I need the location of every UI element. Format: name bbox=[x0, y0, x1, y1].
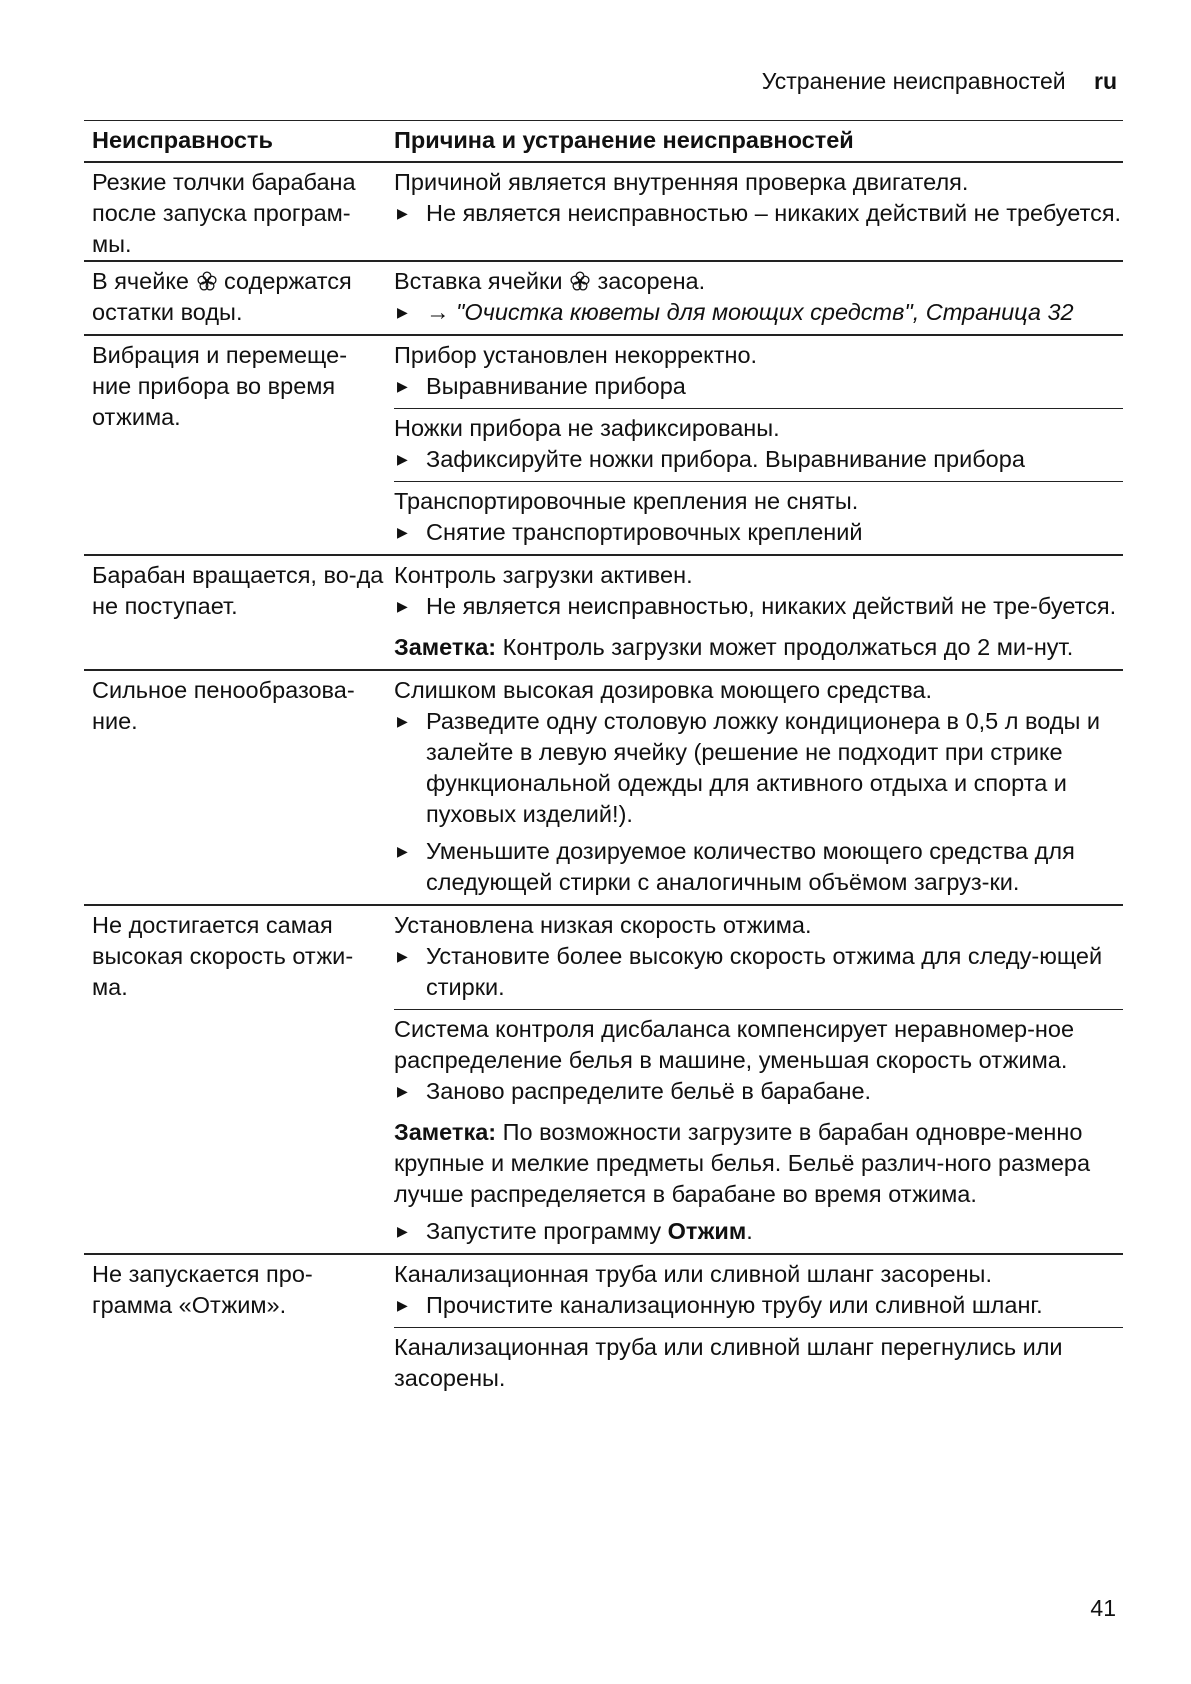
cause-block bbox=[394, 336, 1123, 408]
remedy-step bbox=[394, 1290, 1123, 1321]
bullet-triangle-icon: ▶ bbox=[397, 948, 408, 964]
page-header bbox=[762, 66, 1117, 96]
bullet-triangle-icon: ▶ bbox=[397, 451, 408, 467]
remedy-step bbox=[394, 836, 1123, 898]
remedy-text-part: Запустите программу bbox=[426, 1218, 662, 1244]
table-row bbox=[84, 336, 1123, 556]
bullet-triangle-icon: ▶ bbox=[397, 205, 408, 221]
remedy-text: Разведите одну столовую ложку кондиционера в 0,5 л воды и залейте в левую ячейку (решение не подходит при стрике функциональной одежды для активного отдыха и спорта и пуховых изделий!). bbox=[426, 708, 1101, 827]
remedy-text: Снятие транспортировочных креплений bbox=[426, 519, 863, 545]
remedy-step bbox=[394, 517, 1123, 548]
cause-cell bbox=[394, 556, 1123, 669]
remedy-text bbox=[426, 1216, 1123, 1247]
cause-text: Контроль загрузки активен. bbox=[394, 562, 693, 588]
cause-block bbox=[394, 1327, 1123, 1400]
table-row bbox=[84, 163, 1123, 262]
remedy-step bbox=[394, 1076, 1123, 1107]
note-text: По возможности загрузите в барабан одновре-менно крупные и мелкие предметы белья. Бельё различ-ного размера лучше распределяется в барабане во время отжима. bbox=[394, 1119, 1091, 1207]
remedy-text: Установите более высокую скорость отжима для следу-ющей стирки. bbox=[426, 943, 1103, 1000]
table-row bbox=[84, 671, 1123, 906]
flower-compartment-icon bbox=[196, 270, 218, 292]
bullet-triangle-icon: ▶ bbox=[397, 713, 408, 729]
cause-cell bbox=[394, 262, 1123, 334]
bullet-triangle-icon: ▶ bbox=[397, 1223, 408, 1239]
cause-cell bbox=[394, 163, 1123, 260]
remedy-text: Зафиксируйте ножки прибора. Выравнивание прибора bbox=[426, 446, 1025, 472]
column-header-cause: Причина и устранение неисправностей bbox=[394, 127, 854, 153]
cause-block bbox=[394, 163, 1123, 235]
cross-reference-link[interactable]: → "Очистка кюветы для моющих средств", Страница 32 bbox=[426, 299, 1074, 325]
program-name: Отжим bbox=[667, 1218, 747, 1244]
fault-cell: Не достигается самая высокая скорость отжи-ма. bbox=[92, 912, 354, 1000]
cause-text: Причиной является внутренняя проверка двигателя. bbox=[394, 169, 969, 195]
table-row bbox=[84, 906, 1123, 1255]
cause-text-part: Вставка ячейки bbox=[394, 268, 563, 294]
remedy-step bbox=[394, 371, 1123, 402]
remedy-text: Заново распределите бельё в барабане. bbox=[426, 1078, 872, 1104]
remedy-text: Уменьшите дозируемое количество моющего средства для следующей стирки с аналогичным объёмом загруз-ки. bbox=[426, 838, 1075, 895]
fault-cell: Резкие толчки барабана после запуска програм-мы. bbox=[92, 169, 356, 257]
remedy-text: Не является неисправностью, никаких действий не тре-буется. bbox=[426, 593, 1117, 619]
cause-block bbox=[394, 1255, 1123, 1327]
bullet-triangle-icon: ▶ bbox=[397, 524, 408, 540]
note bbox=[394, 632, 1123, 663]
remedy-step bbox=[394, 1216, 1123, 1247]
cause-block bbox=[394, 671, 1123, 904]
fault-cell: Не запускается про-грамма «Отжим». bbox=[92, 1261, 313, 1318]
language-code: ru bbox=[1094, 68, 1117, 94]
note bbox=[394, 1117, 1123, 1210]
fault-cell: Барабан вращается, во-да не поступает. bbox=[92, 562, 384, 619]
remedy-text: Не является неисправностью – никаких действий не требуется. bbox=[426, 200, 1122, 226]
fault-cell bbox=[84, 262, 394, 334]
bullet-triangle-icon: ▶ bbox=[397, 843, 408, 859]
fault-cell: Сильное пенообразова-ние. bbox=[92, 677, 355, 734]
cause-text: Ножки прибора не зафиксированы. bbox=[394, 415, 780, 441]
cause-text bbox=[394, 266, 1123, 297]
cause-text-part: засорена. bbox=[597, 268, 706, 294]
cause-cell bbox=[394, 671, 1123, 904]
flower-compartment-icon bbox=[569, 270, 591, 292]
table-header bbox=[84, 120, 1123, 163]
cause-text: Слишком высокая дозировка моющего средства. bbox=[394, 677, 933, 703]
bullet-triangle-icon: ▶ bbox=[397, 304, 408, 320]
note-text: Контроль загрузки может продолжаться до 2 ми-нут. bbox=[502, 634, 1074, 660]
page-number: 41 bbox=[1090, 1595, 1116, 1621]
table-row bbox=[84, 556, 1123, 671]
remedy-step bbox=[394, 706, 1123, 830]
cause-cell bbox=[394, 906, 1123, 1253]
cause-cell bbox=[394, 1255, 1123, 1400]
fault-text-part: содержатся остатки воды. bbox=[92, 268, 352, 325]
cause-block bbox=[394, 408, 1123, 481]
troubleshooting-table bbox=[84, 120, 1123, 1400]
cause-text: Канализационная труба или сливной шланг перегнулись или засорены. bbox=[394, 1334, 1063, 1391]
cause-text: Канализационная труба или сливной шланг засорены. bbox=[394, 1261, 992, 1287]
bullet-triangle-icon: ▶ bbox=[397, 1083, 408, 1099]
fault-text-part: В ячейке bbox=[92, 268, 189, 294]
remedy-text: Выравнивание прибора bbox=[426, 373, 686, 399]
bullet-triangle-icon: ▶ bbox=[397, 598, 408, 614]
section-title: Устранение неисправностей bbox=[761, 68, 1066, 94]
table-row bbox=[84, 262, 1123, 336]
cause-cell bbox=[394, 336, 1123, 554]
cause-block bbox=[394, 1009, 1123, 1253]
cause-text: Система контроля дисбаланса компенсирует неравномер-ное распределение белья в машине, уменьшая скорость отжима. bbox=[394, 1016, 1075, 1073]
bullet-triangle-icon: ▶ bbox=[397, 1297, 408, 1313]
remedy-step bbox=[394, 297, 1123, 328]
cause-block bbox=[394, 556, 1123, 669]
cause-text: Транспортировочные крепления не сняты. bbox=[394, 488, 859, 514]
remedy-text-part: . bbox=[746, 1218, 753, 1244]
cause-block bbox=[394, 906, 1123, 1009]
column-header-fault: Неисправность bbox=[92, 127, 273, 153]
remedy-text: Прочистите канализационную трубу или сливной шланг. bbox=[426, 1292, 1043, 1318]
cause-block bbox=[394, 481, 1123, 554]
remedy-step bbox=[394, 591, 1123, 622]
cause-text: Установлена низкая скорость отжима. bbox=[394, 912, 812, 938]
remedy-step bbox=[394, 941, 1123, 1003]
cause-text: Прибор установлен некорректно. bbox=[394, 342, 758, 368]
remedy-step bbox=[394, 444, 1123, 475]
cause-block bbox=[394, 262, 1123, 334]
table-row bbox=[84, 1255, 1123, 1400]
note-label: Заметка: bbox=[394, 1119, 497, 1145]
bullet-triangle-icon: ▶ bbox=[397, 378, 408, 394]
note-label: Заметка: bbox=[394, 634, 497, 660]
fault-cell: Вибрация и перемеще-ние прибора во время отжима. bbox=[92, 342, 348, 430]
remedy-step bbox=[394, 198, 1123, 229]
